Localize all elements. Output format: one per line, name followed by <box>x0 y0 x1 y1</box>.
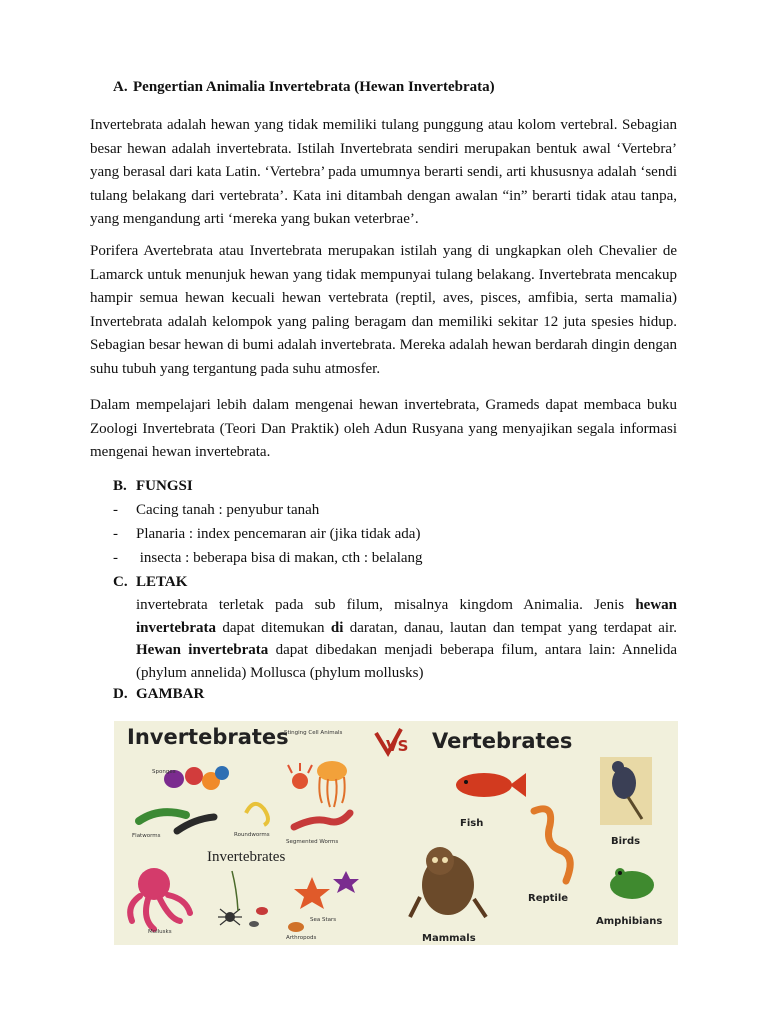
segmented-worm-icon <box>294 813 350 827</box>
vs-mark <box>376 729 408 755</box>
letak-text: daratan, danau, lautan dan tempat yang terdapat air. <box>343 619 677 636</box>
label-roundworms: Roundworms <box>234 832 270 838</box>
letak-bold: hewan invertebrata <box>136 597 677 636</box>
sea-star-icon <box>294 871 359 909</box>
roundworm-icon <box>246 804 268 825</box>
label-arthropods: Arthropods <box>286 935 317 941</box>
label-sea-stars: Sea Stars <box>310 917 337 923</box>
snake-icon <box>534 809 570 881</box>
letak-text: dapat dibedakan menjadi beberapa filum, antara lain: Annelida (phylum annelida) Mollusca (phylum mollusks) <box>136 642 677 681</box>
list-item-text: Cacing tanah : penyubur tanah <box>136 502 320 518</box>
label-segmented-worms: Segmented Worms <box>286 839 339 845</box>
fish-icon <box>456 773 526 797</box>
fungsi-marker: B. <box>113 478 127 494</box>
label-birds: Birds <box>611 836 641 847</box>
list-item-text: Planaria : index pencemaran air (jika tidak ada) <box>136 526 421 542</box>
paragraph-lamarck: Porifera Avertebrata atau Invertebrata merupakan istilah yang di ungkapkan oleh Chevalier de Lamarck untuk menunjuk hewan yang tidak mempunyai tulang belakang. Invertebrata mencakup hampir semua hewan kecuali hewan vertebrata (reptil, aves, pisces, amfibia, serta mamalia) Invertebrata adalah kelompok yang paling beragam dan memiliki sekitar 12 juta spesies hidup. Sebagian besar hewan di bumi adalah invertebrata. Mereka adalah hewan berdarah dingin dengan suhu tubuh yang tergantung pada suhu atmosfer. <box>90 243 677 377</box>
label-stinging-cell: Stinging Cell Animals <box>284 730 343 736</box>
spider-icon <box>218 909 242 925</box>
label-amphibians: Amphibians <box>596 916 663 927</box>
letak-title: LETAK <box>136 574 188 590</box>
insect-icon <box>232 871 268 927</box>
paragraph-definition: Invertebrata adalah hewan yang tidak memiliki tulang punggung atau kolom vertebral. Sebagian besar hewan adalah invertebrata. Istilah Invertebrata sendiri merupakan bentuk awal ‘Vertebra’ yang berasal dari kata Latin. ‘Vertebra’ pada umumnya berarti sendi, arti khususnya adalah ‘sendi tulang belakang dari vertebrata’. Kata ini ditambah dengan awalan “in” berarti tidak atau tanpa, yang mengandung arti ‘mereka yang bukan veterbrae’. <box>90 117 677 227</box>
monkey-icon <box>410 847 486 917</box>
frog-icon <box>610 868 654 899</box>
letak-paragraph <box>136 594 677 684</box>
letak-bold: di <box>330 619 344 636</box>
letak-text: invertebrata terletak pada sub filum, misalnya kingdom Animalia. Jenis <box>136 597 636 613</box>
list-item: - Cacing tanah : penyubur tanah <box>113 502 320 518</box>
label-fish: Fish <box>460 818 484 829</box>
paragraph-reference: Dalam mempelajari lebih dalam mengenai hewan invertebrata, Grameds dapat membaca buku Zoologi Invertebrata (Teori Dan Praktik) oleh Adun Rusyana yang menyajikan segala informasi mengenai hewan invertebrata. <box>90 397 677 460</box>
section-gambar-heading <box>113 686 204 703</box>
label-reptile: Reptile <box>528 893 569 904</box>
fungsi-title: FUNGSI <box>136 478 193 494</box>
list-item: - insecta : beberapa bisa di makan, cth : belalang <box>113 550 423 566</box>
heading-marker: A. <box>113 79 128 95</box>
section-heading <box>113 79 495 96</box>
jellyfish-icon <box>317 761 347 807</box>
invertebrates-vs-vertebrates-figure <box>114 721 678 945</box>
figure-right-title: Vertebrates <box>432 729 573 753</box>
crab-icon <box>288 922 304 932</box>
letak-text: dapat ditemukan <box>215 619 331 636</box>
anemone-icon <box>288 763 312 789</box>
letak-marker: C. <box>113 574 128 590</box>
letak-bold: Hewan invertebrata <box>136 642 269 659</box>
label-mammals: Mammals <box>422 933 476 944</box>
figure-left-title: Invertebrates <box>127 725 289 749</box>
bird-icon <box>600 757 652 825</box>
label-flatworms: Flatworms <box>132 833 161 839</box>
figure-illustration <box>114 721 678 945</box>
label-sponges: Sponges <box>152 769 176 775</box>
label-mollusks: Mollusks <box>148 929 172 935</box>
octopus-icon <box>130 868 190 929</box>
list-item-text: insecta : beberapa bisa di makan, cth : belalang <box>136 550 423 566</box>
section-fungsi-heading <box>113 478 193 495</box>
flatworm-icon <box>139 812 214 831</box>
figure-sub-title: Invertebrates <box>207 849 286 865</box>
section-letak-heading <box>113 574 187 591</box>
vs-text: VS <box>386 737 409 755</box>
gambar-title: GAMBAR <box>136 686 205 702</box>
heading-text: Pengertian Animalia Invertebrata (Hewan Invertebrata) <box>133 79 495 95</box>
list-item: - Planaria : index pencemaran air (jika tidak ada) <box>113 526 421 542</box>
gambar-marker: D. <box>113 686 128 702</box>
